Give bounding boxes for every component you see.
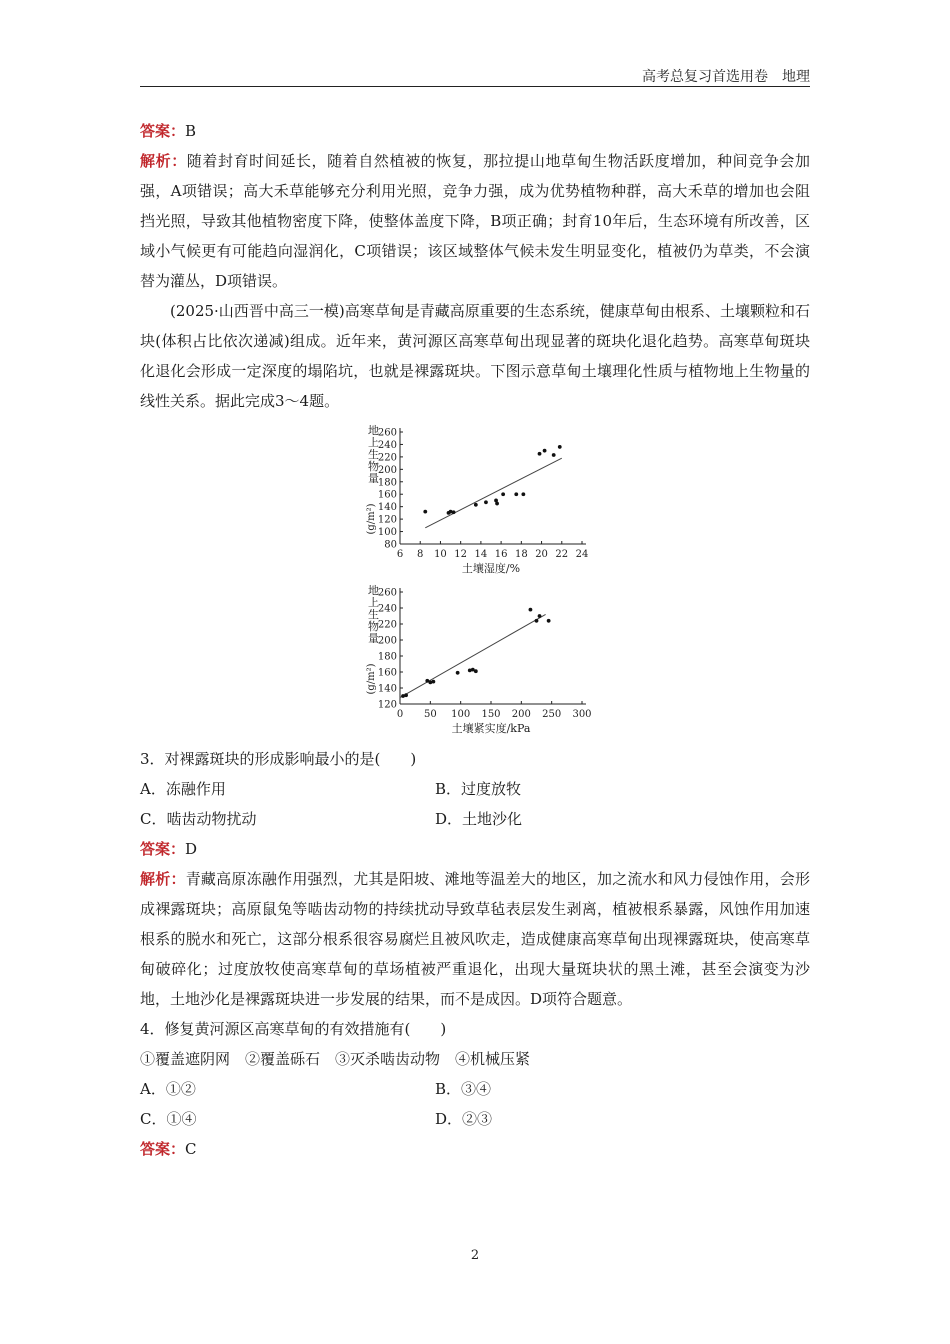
chart1-x-axis-label: 土壤湿度/%	[461, 562, 521, 575]
q2-answer	[140, 116, 810, 146]
chart1-data-point	[495, 502, 499, 506]
answer-label: 答案：	[140, 1140, 186, 1158]
chart2-x-axis-label: 土壤紧实度/kPa	[451, 722, 531, 735]
chart2-data-point	[535, 619, 539, 623]
chart1-y-tick-label: 100	[377, 527, 397, 539]
q2-explanation	[140, 146, 810, 296]
q4-option-c: C．①④	[140, 1110, 197, 1128]
answer-value: D	[185, 840, 198, 858]
chart2-x-tick-label: 200	[511, 709, 531, 720]
chart1-y-tick-label: 200	[377, 464, 397, 476]
chart2-y-tick-label: 200	[377, 635, 397, 647]
chart1-x-tick-label: 24	[575, 549, 589, 560]
q3-options-row1	[140, 774, 810, 804]
chart1-y-tick-label: 80	[384, 539, 397, 551]
chart1-data-point	[552, 453, 556, 457]
q3-answer	[140, 834, 810, 864]
chart2-y-tick-label: 260	[377, 587, 397, 599]
chart1-data-point	[521, 492, 525, 496]
answer-value: B	[185, 122, 197, 140]
chart1-x-tick-label: 10	[434, 549, 447, 560]
chart1-x-tick-label: 22	[555, 549, 569, 560]
chart1-y-axis-label: 地上生物量	[368, 424, 379, 485]
q3-options-row2	[140, 804, 810, 834]
explain-label: 解析：	[140, 870, 186, 888]
chart1-x-tick-label: 16	[494, 549, 508, 560]
chart2-x-tick-label: 100	[451, 709, 471, 720]
chart2-y-tick-label: 180	[377, 651, 397, 663]
chart1-data-point	[452, 510, 456, 514]
chart1-data-point	[474, 503, 478, 507]
chart1-data-point	[501, 492, 505, 496]
chart2-data-point	[431, 680, 435, 684]
chart1-data-point	[514, 492, 518, 496]
chart1-y-tick-label: 220	[377, 452, 397, 464]
chart2-data-point	[456, 671, 460, 675]
chart2-x-tick-label: 300	[572, 709, 592, 720]
q4-option-a: A．①②	[140, 1080, 196, 1098]
q4-items: ①覆盖遮阴网 ②覆盖砾石 ③灭杀啮齿动物 ④机械压紧	[140, 1050, 531, 1068]
chart2-data-point	[538, 614, 542, 618]
chart2-y-axis-unit: (g/m²)	[366, 663, 377, 695]
chart2-x-tick-label: 250	[542, 709, 562, 720]
answer-label: 答案：	[140, 122, 186, 140]
chart2-data-point	[474, 669, 478, 673]
chart1-y-tick-label: 260	[377, 427, 397, 439]
header-title: 高考总复习首选用卷 地理	[642, 69, 810, 85]
chart2-y-axis-label: 地上生物量	[368, 584, 379, 645]
chart1-y-tick-label: 180	[377, 477, 397, 489]
chart1-data-point	[423, 510, 427, 514]
q4-options-row1	[140, 1074, 810, 1104]
q4-answer	[140, 1134, 810, 1164]
chart2-y-tick-label: 120	[377, 699, 397, 711]
explain-text: 随着封育时间延长，随着自然植被的恢复，那拉提山地草甸生物活跃度增加，种间竞争会加强，A项错误；高大禾草能够充分利用光照，竞争力强，成为优势植物种群，高大禾草的增加也会阻挡光照，导致其他植物密度下降，使整体盖度下降，B项正确；封育10年后，生态环境有所改善，区域小气候更有可能趋向湿润化，C项错误；该区域整体气候未发生明显变化，植被仍为草类，不会演替为灌丛，D项错误。	[140, 152, 810, 290]
figure-charts	[140, 420, 810, 738]
q4-options-row2	[140, 1104, 810, 1134]
chart1-data-point	[484, 500, 488, 504]
q4-stem: 4．修复黄河源区高寒草甸的有效措施有( )	[140, 1020, 447, 1038]
q4-option-b: B．③④	[435, 1080, 492, 1098]
chart1-x-tick-label: 8	[417, 549, 424, 560]
explain-text: 青藏高原冻融作用强烈，尤其是阳坡、滩地等温差大的地区，加之流水和风力侵蚀作用，会形成裸露斑块；高原鼠兔等啮齿动物的持续扰动导致草毡表层发生剥离，植被根系暴露，风蚀作用加速根系的脱水和死亡，这部分根系很容易腐烂且被风吹走，造成健康高寒草甸出现裸露斑块，使高寒草甸破碎化；过度放牧使高寒草甸的草场植被严重退化，出现大量斑块状的黑土滩，甚至会演变为沙地，土地沙化是裸露斑块进一步发展的结果，而不是成因。D项符合题意。	[140, 870, 810, 1008]
answer-label: 答案：	[140, 840, 186, 858]
chart2-x-tick-label: 150	[481, 709, 501, 720]
question-intro: (2025·山西晋中高三一模)高寒草甸是青藏高原重要的生态系统，健康草甸由根系、土壤颗粒和石块(体积占比依次递减)组成。近年来，黄河源区高寒草甸出现显著的斑块化退化趋势。高寒草甸斑块化退化会形成一定深度的塌陷坑，也就是裸露斑块。下图示意草甸土壤理化性质与植物地上生物量的线性关系。据此完成3～4题。	[140, 302, 810, 410]
chart2-y-tick-label: 220	[377, 619, 397, 631]
chart1-y-axis-unit: (g/m²)	[366, 503, 377, 535]
chart1-data-point	[558, 445, 562, 449]
chart2-y-tick-label: 160	[377, 667, 397, 679]
answer-value: C	[185, 1140, 197, 1158]
chart2-x-tick-label: 0	[396, 709, 404, 720]
chart2-data-point	[404, 693, 408, 697]
q3-explanation	[140, 864, 810, 1014]
q3-stem: 3．对裸露斑块的形成影响最小的是( )	[140, 750, 417, 768]
chart2-x-tick-label: 50	[423, 709, 437, 720]
q3-option-a: A．冻融作用	[140, 780, 226, 798]
main-content	[140, 116, 810, 1164]
chart2-y-tick-label: 140	[377, 683, 397, 695]
chart2-trend-line	[400, 614, 546, 697]
chart2-y-tick-label: 240	[377, 603, 397, 615]
explain-label: 解析：	[140, 152, 187, 170]
chart1-x-tick-label: 18	[514, 549, 528, 560]
chart1-trend-line	[425, 458, 562, 528]
chart1-x-tick-label: 14	[474, 549, 488, 560]
chart1-data-point	[538, 452, 542, 456]
page-number: 2	[470, 1248, 480, 1263]
q3-option-d: D．土地沙化	[435, 810, 523, 828]
q4-option-d: D．②③	[435, 1110, 493, 1128]
chart2-data-point	[547, 619, 551, 623]
q3-option-b: B．过度放牧	[435, 780, 522, 798]
header-rule	[140, 86, 810, 87]
chart1-x-tick-label: 20	[535, 549, 548, 560]
chart1-data-point	[543, 449, 547, 453]
chart1-y-tick-label: 240	[377, 439, 397, 451]
chart1-y-tick-label: 140	[377, 502, 397, 514]
charts-svg	[140, 420, 810, 738]
chart2-data-point	[529, 608, 533, 612]
chart1-y-tick-label: 120	[377, 514, 397, 526]
chart1-y-tick-label: 160	[377, 489, 397, 501]
chart1-x-tick-label: 12	[454, 549, 468, 560]
q3-option-c: C．啮齿动物扰动	[140, 810, 257, 828]
chart1-x-tick-label: 6	[396, 549, 404, 560]
